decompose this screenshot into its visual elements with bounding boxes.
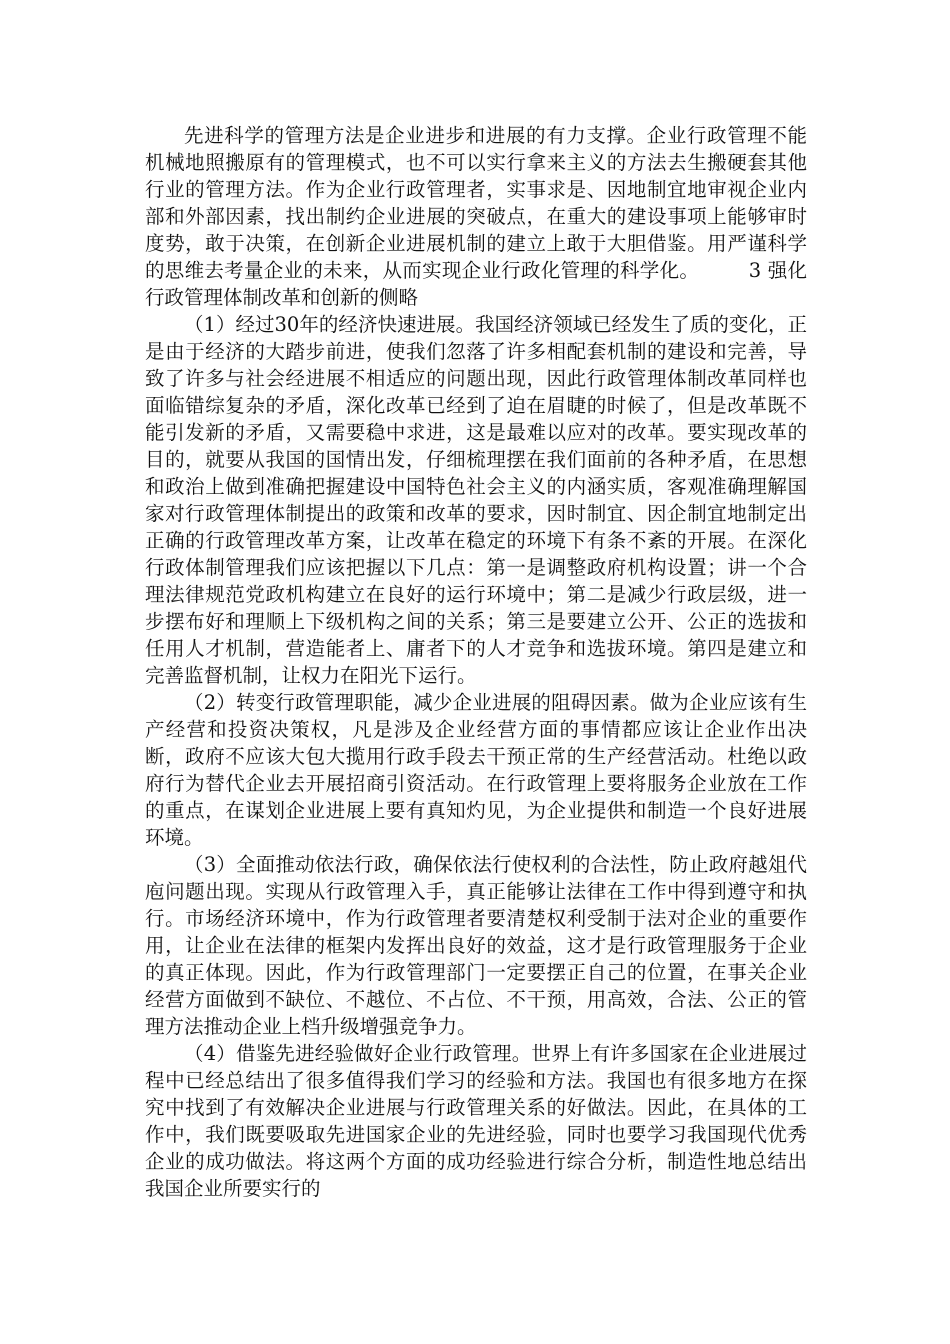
paragraph-point-1: （1）经过30年的经济快速进展。我国经济领域已经发生了质的变化，正是由于经济的大踏步前进，使我们忽落了许多相配套机制的建设和完善，导致了许多与社会经进展不相适应的问题出现，因此行政管理体制改革同样也面临错综复杂的矛盾，深化改革已经到了迫在眉睫的时候了，但是改革既不能引发新的矛盾，又需要稳中求进，这是最难以应对的改革。要实现改革的目的，就要从我国的国情出发，仔细梳理摆在我们面前的各种矛盾，在思想和政治上做到准确把握建设中国特色社会主义的内涵实质，客观准确理解国家对行政管理体制提出的政策和改革的要求，因时制宜、因企制宜地制定出正确的行政管理改革方案，让改革在稳定的环境下有条不紊的开展。在深化行政体制管理我们应该把握以下几点：第一是调整政府机构设置；讲一个合理法律规范党政机构建立在良好的运行环境中；第二是减少行政层级，进一步摆布好和理顺上下级机构之间的关系；第三是要建立公开、公正的选拔和任用人才机制，营造能者上、庸者下的人才竞争和选拔环境。第四是建立和完善监督机制，让权力在阳光下运行。 [145,313,807,687]
paragraph-point-4: （4）借鉴先进经验做好企业行政管理。世界上有许多国家在企业进展过程中已经总结出了很多值得我们学习的经验和方法。我国也有很多地方在探究中找到了有效解决企业进展与行政管理关系的好做法。因此，在具体的工作中，我们既要吸取先进国家企业的先进经验，同时也要学习我国现代优秀企业的成功做法。将这两个方面的成功经验进行综合分析，制造性地总结出我国企业所要实行的 [145,1042,807,1200]
paragraph-point-3: （3）全面推动依法行政，确保依法行使权利的合法性，防止政府越俎代庖问题出现。实现从行政管理入手，真正能够让法律在工作中得到遵守和执行。市场经济环境中，作为行政管理者要清楚权利受制于法对企业的重要作用，让企业在法律的框架内发挥出良好的效益，这才是行政管理服务于企业的真正体现。因此，作为行政管理部门一定要摆正自己的位置，在事关企业经营方面做到不缺位、不越位、不占位、不干预，用高效，合法、公正的管理方法推动企业上档升级增强竞争力。 [145,853,807,1038]
paragraph-management-methods: 先进科学的管理方法是企业进步和进展的有力支撑。企业行政管理不能机械地照搬原有的管理模式，也不可以实行拿来主义的方法去生搬硬套其他行业的管理方法。作为企业行政管理者，实事求是、因地制宜地审视企业内部和外部因素，找出制约企业进展的突破点，在重大的建设事项上能够审时度势，敢于决策，在创新企业进展机制的建立上敢于大胆借鉴。用严谨科学的思维去考量企业的未来，从而实现企业行政化管理的科学化。 3 强化行政管理体制改革和创新的侧略 [145,124,807,309]
document-body [145,122,807,1202]
paragraph-point-2: （2）转变行政管理职能，减少企业进展的阻碍因素。做为企业应该有生产经营和投资决策权，凡是涉及企业经营方面的事情都应该让企业作出决断，政府不应该大包大揽用行政手段去干预正常的生产经营活动。杜绝以政府行为替代企业去开展招商引资活动。在行政管理上要将服务企业放在工作的重点，在谋划企业进展上要有真知灼见，为企业提供和制造一个良好进展环境。 [145,691,807,849]
